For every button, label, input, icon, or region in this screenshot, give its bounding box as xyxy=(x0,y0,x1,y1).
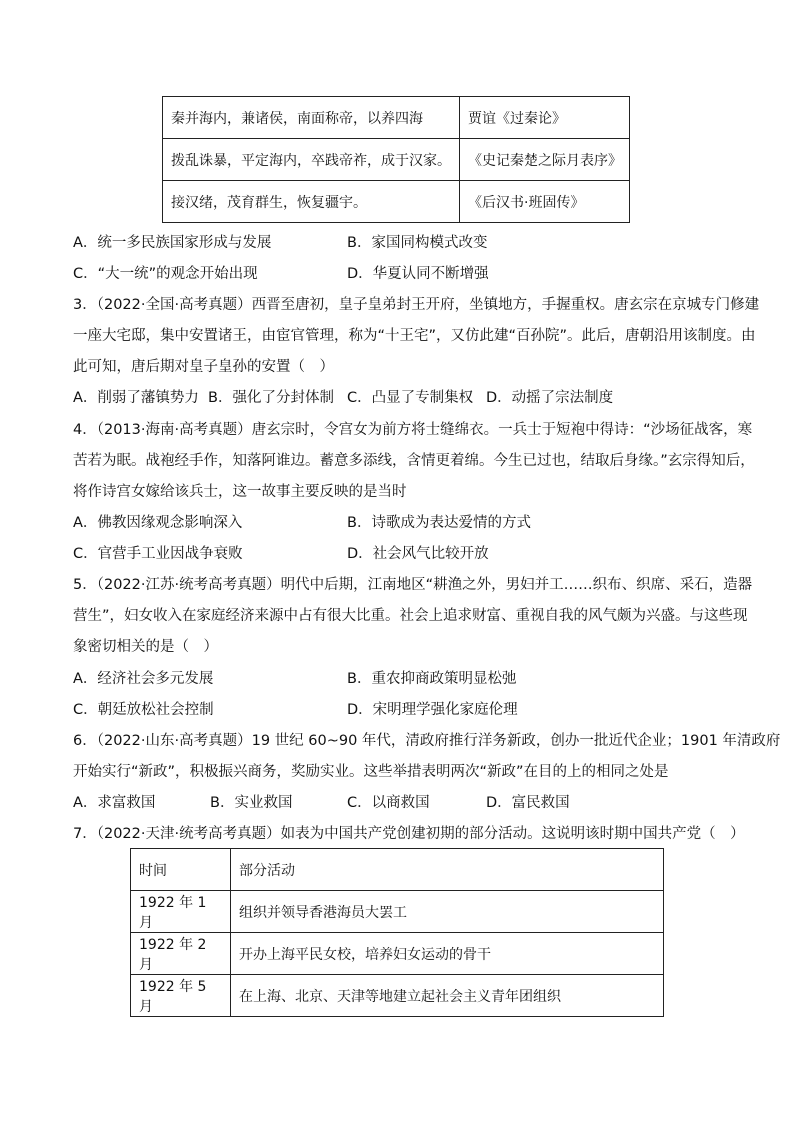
q5-option-b: B．重农抑商政策明显松弛 xyxy=(347,671,517,687)
q2-option-b: B．家国同构模式改变 xyxy=(347,235,488,251)
quote-table xyxy=(162,96,630,223)
q5-option-c: C．朝廷放松社会控制 xyxy=(73,702,214,718)
q3-stem-line: 此可知，唐后期对皇子皇孙的安置（ ） xyxy=(73,359,334,375)
q4-option-a: A．佛教因缘观念影响深入 xyxy=(73,515,243,531)
q3-option-c: C．凸显了专制集权 xyxy=(347,390,474,406)
q5-option-d: D．宋明理学强化家庭伦理 xyxy=(347,702,518,718)
q2-option-d: D．华夏认同不断增强 xyxy=(347,266,489,282)
header-activity: 部分活动 xyxy=(231,849,664,891)
source-cell: 贾谊《过秦论》 xyxy=(460,97,630,139)
q6-option-a: A．求富救国 xyxy=(73,795,156,811)
q4-option-b: B．诗歌成为表达爱情的方式 xyxy=(347,515,531,531)
q5-stem-line: 象密切相关的是（ ） xyxy=(73,639,218,655)
source-cell: 《后汉书·班固传》 xyxy=(460,181,630,223)
q3-stem-line: 3．（2022·全国·高考真题）西晋至唐初，皇子皇弟封王开府，坐镇地方，手握重权。唐玄宗在京城专门修建 xyxy=(73,297,760,313)
quote-cell: 接汉绪，茂育群生，恢复疆宇。 xyxy=(163,181,460,223)
q4-stem-line: 将作诗宫女嫁给该兵士，这一故事主要反映的是当时 xyxy=(73,484,407,500)
q4-stem-line: 4．（2013·海南·高考真题）唐玄宗时，令宫女为前方将士缝绵衣。一兵士于短袍中得诗：“沙场征战客，寒 xyxy=(73,422,753,438)
time-cell: 1922 年 1 月 xyxy=(131,891,231,933)
time-cell: 1922 年 5 月 xyxy=(131,975,231,1017)
q3-option-d: D．动摇了宗法制度 xyxy=(486,390,614,406)
q6-option-d: D．富民救国 xyxy=(486,795,570,811)
quote-cell: 拨乱诛暴，平定海内，卒践帝祚，成于汉家。 xyxy=(163,139,460,181)
activity-cell: 在上海、北京、天津等地建立起社会主义青年团组织 xyxy=(231,975,664,1017)
source-cell: 《史记秦楚之际月表序》 xyxy=(460,139,630,181)
q6-stem-line: 6．（2022·山东·高考真题）19 世纪 60~90 年代，清政府推行洋务新政，创办一批近代企业；1901 年清政府 xyxy=(73,733,781,749)
quote-cell: 秦并海内，兼诸侯，南面称帝，以养四海 xyxy=(163,97,460,139)
activity-table xyxy=(130,848,664,1017)
q7-stem: 7．（2022·天津·统考高考真题）如表为中国共产党创建初期的部分活动。这说明该时期中国共产党（ ） xyxy=(73,826,745,842)
activity-cell: 组织并领导香港海员大罢工 xyxy=(231,891,664,933)
q3-stem-line: 一座大宅邸，集中安置诸王，由宦官管理，称为“十王宅”，又仿此建“百孙院”。此后，唐朝沿用该制度。由 xyxy=(73,328,756,344)
q3-option-b: B．强化了分封体制 xyxy=(208,390,334,406)
q2-option-c: C．“大一统”的观念开始出现 xyxy=(73,266,258,282)
q4-stem-line: 苦若为眠。战袍经手作，知落阿谁边。蓄意多添线，含情更着绵。今生已过也，结取后身缘。”玄宗得知后， xyxy=(73,453,755,469)
q4-option-c: C．官营手工业因战争衰败 xyxy=(73,546,243,562)
q3-option-a: A．削弱了藩镇势力 xyxy=(73,390,199,406)
q5-option-a: A．经济社会多元发展 xyxy=(73,671,214,687)
q6-option-c: C．以商救国 xyxy=(347,795,430,811)
header-time: 时间 xyxy=(131,849,231,891)
activity-cell: 开办上海平民女校，培养妇女运动的骨干 xyxy=(231,933,664,975)
q6-stem-line: 开始实行“新政”，积极振兴商务，奖励实业。这些举措表明两次“新政”在目的上的相同之处是 xyxy=(73,764,669,780)
q5-stem-line: 营生”，妇女收入在家庭经济来源中占有很大比重。社会上追求财富、重视自我的风气颇为兴盛。与这些现 xyxy=(73,608,748,624)
q4-option-d: D．社会风气比较开放 xyxy=(347,546,489,562)
q5-stem-line: 5．（2022·江苏·统考高考真题）明代中后期，江南地区“耕渔之外，男妇并工……织布、织席、采石，造器 xyxy=(73,577,753,593)
time-cell: 1922 年 2 月 xyxy=(131,933,231,975)
q2-option-a: A．统一多民族国家形成与发展 xyxy=(73,235,272,251)
q6-option-b: B．实业救国 xyxy=(210,795,293,811)
